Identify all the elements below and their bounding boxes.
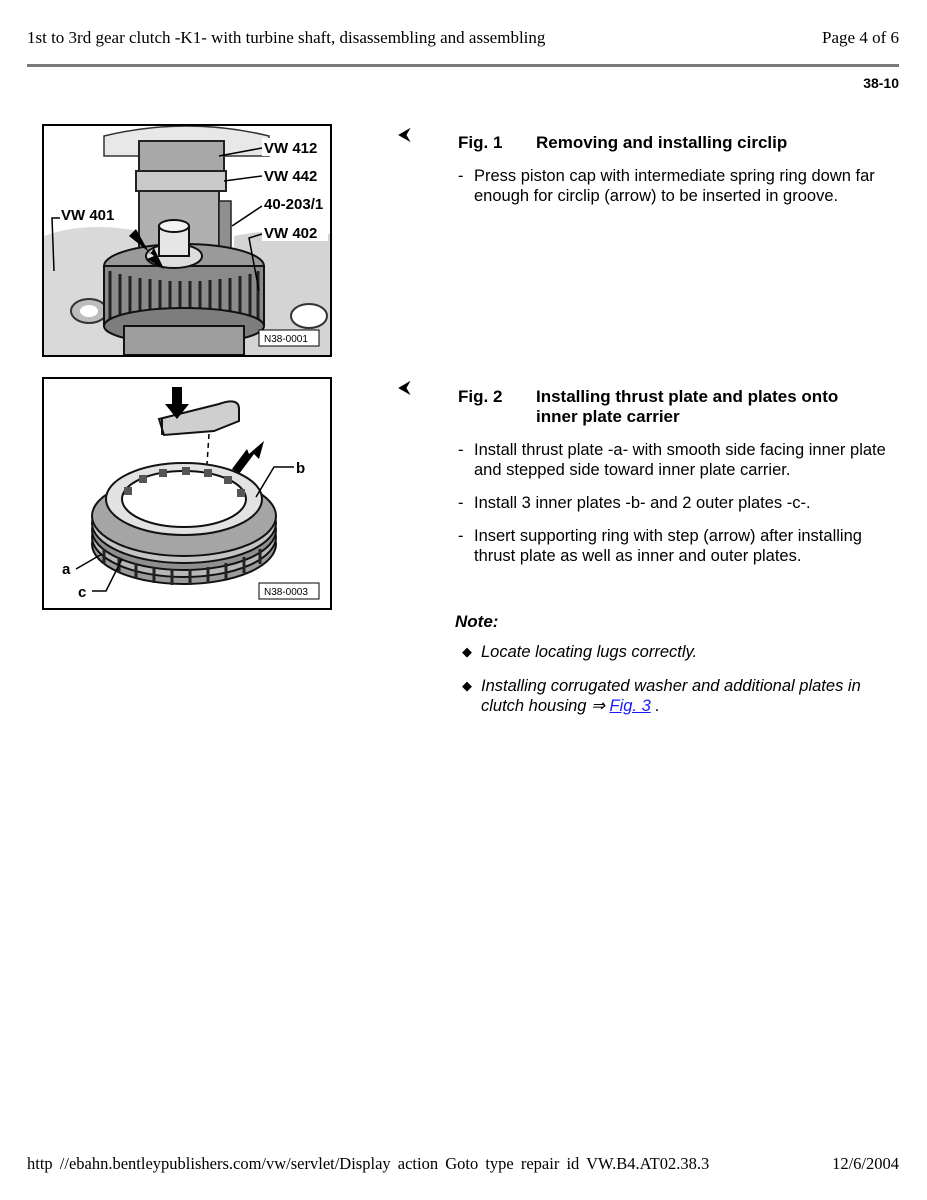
figure-1-title: Removing and installing circlip (536, 133, 788, 152)
note-heading: Note: (455, 612, 499, 631)
footer-date: 12/6/2004 (832, 1154, 899, 1173)
note-text-suffix: . (650, 697, 660, 715)
callout-vw412: VW 412 (264, 140, 318, 157)
step-text: Install 3 inner plates -b- and 2 outer plates -c-. (474, 494, 811, 512)
callout-vw442: VW 442 (264, 168, 318, 185)
figure-2-illustration (42, 377, 332, 610)
figure-2-title: Installing thrust plate and plates onto inner plate carrier (536, 387, 839, 426)
figure-2-marker: ⮜ (398, 377, 411, 397)
callout-40-203-1: 40-203/1 (264, 196, 324, 213)
diamond-bullet-icon: ◆ (462, 644, 472, 659)
figure-2-step-2: - Install 3 inner plates -b- and 2 outer plates -c-. (458, 493, 898, 513)
header-divider (27, 64, 899, 67)
callout-c: c (78, 584, 87, 601)
step-text: Install thrust plate -a- with smooth side facing inner plate and stepped side toward inner plate carrier. (474, 441, 886, 479)
callout-vw402: VW 402 (264, 225, 318, 242)
section-number: 38-10 (863, 75, 899, 91)
callout-b: b (296, 460, 306, 477)
page-header-title: 1st to 3rd gear clutch -K1- with turbine shaft, disassembling and assembling (27, 28, 546, 47)
note-text (481, 676, 892, 716)
callout-a: a (62, 561, 71, 578)
step-text: Press piston cap with intermediate spring ring down far enough for circlip (arrow) to be inserted in groove. (474, 167, 875, 205)
note-item-1 (462, 642, 892, 662)
figure-2-code: N38-0003 (264, 587, 308, 598)
footer-url: http //ebahn.bentleypublishers.com/vw/servlet/Display action Goto type repair id VW.B4.AT02.38.3 (27, 1154, 710, 1173)
figure-1-step: - Press piston cap with intermediate spring ring down far enough for circlip (arrow) to be inserted in groove. (458, 166, 898, 206)
step-text: Insert supporting ring with step (arrow) after installing thrust plate as well as inner and outer plates. (474, 527, 862, 565)
figure-1-code: N38-0001 (264, 334, 308, 345)
figure-2-step-3: - Insert supporting ring with step (arrow) after installing thrust plate as well as inner and outer plates. (458, 526, 898, 566)
figure-1-label: Fig. 1 (458, 133, 503, 152)
figure-1-illustration (42, 124, 332, 357)
note-item-2 (462, 676, 892, 716)
page-number: Page 4 of 6 (822, 28, 899, 47)
figure-2-step-1: - Install thrust plate -a- with smooth side facing inner plate and stepped side toward inner plate carrier. (458, 440, 898, 480)
figure-2-label: Fig. 2 (458, 387, 503, 406)
diamond-bullet-icon: ◆ (462, 678, 472, 693)
note-text-body: Installing corrugated washer and additional plates in clutch housing ⇒ (481, 677, 861, 715)
note-text: Locate locating lugs correctly. (481, 643, 698, 661)
callout-vw401: VW 401 (61, 207, 115, 224)
figure-1-marker: ⮜ (398, 124, 411, 144)
fig-3-link[interactable]: Fig. 3 (609, 697, 651, 715)
